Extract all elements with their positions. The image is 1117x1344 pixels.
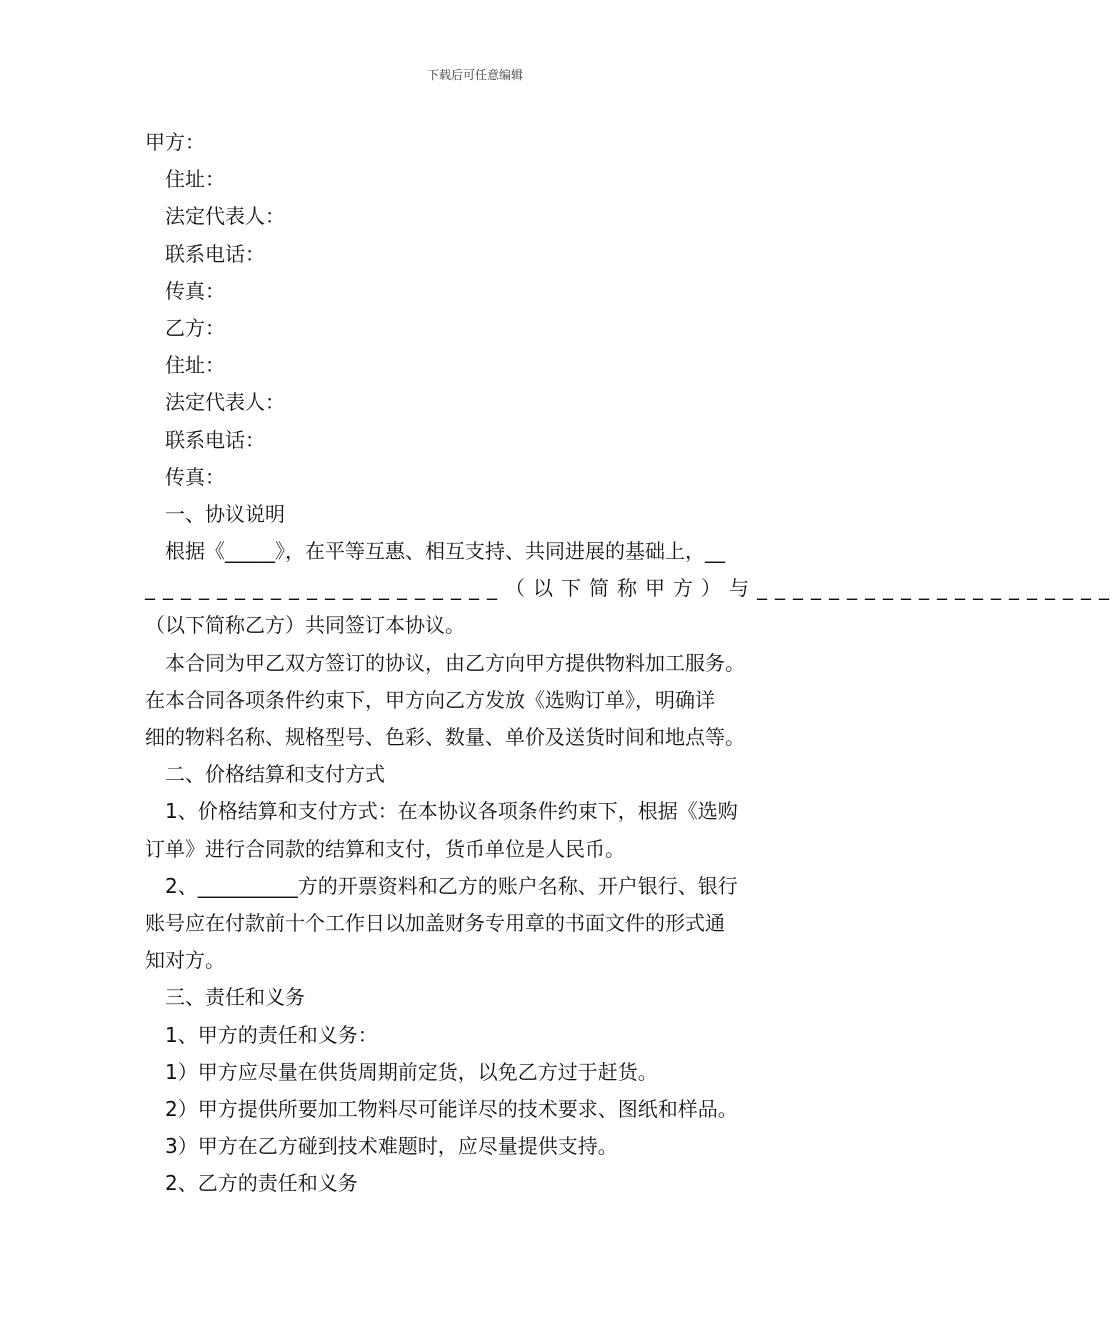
- page-header-note: 下载后可任意编辑: [426, 68, 523, 82]
- paragraph-line: （以下简称乙方）共同签订本协议。: [145, 613, 465, 638]
- party-a-address: 住址：: [165, 167, 225, 192]
- list-item: 1）甲方应尽量在供货周期前定货，以免乙方过于赶货。: [165, 1059, 658, 1084]
- party-a-fax: 传真：: [165, 278, 225, 303]
- paragraph-line: 1、价格结算和支付方式：在本协议各项条件约束下，根据《选购: [165, 799, 738, 824]
- section-2-heading: 二、价格结算和支付方式: [165, 762, 385, 787]
- paragraph-line: 细的物料名称、规格型号、色彩、数量、单价及送货时间和地点等。: [145, 725, 745, 749]
- paragraph-line: 根据《_____》，在平等互惠、相互支持、共同进展的基础上，__: [165, 539, 725, 564]
- section-1-heading: 一、协议说明: [165, 501, 285, 526]
- paragraph-line: 知对方。: [145, 948, 225, 973]
- party-b-fax: 传真：: [165, 464, 225, 489]
- paragraph-line: 本合同为甲乙双方签订的协议，由乙方向甲方提供物料加工服务。: [165, 650, 745, 675]
- party-b-address: 住址：: [165, 353, 225, 378]
- paragraph-line: 账号应在付款前十个工作日以加盖财务专用章的书面文件的形式通: [145, 910, 725, 935]
- list-item: 3）甲方在乙方碰到技术难题时，应尽量提供支持。: [165, 1134, 618, 1159]
- paragraph-line: 订单》进行合同款的结算和支付，货币单位是人民币。: [145, 836, 625, 861]
- party-a-label: 甲方：: [145, 130, 205, 154]
- party-b-phone: 联系电话：: [165, 427, 265, 452]
- subsection-heading: 2、乙方的责任和义务: [165, 1171, 358, 1196]
- party-a-phone: 联系电话：: [165, 241, 265, 266]
- paragraph-line: ____________________（以下简称甲方）与____________________: [145, 576, 1117, 601]
- subsection-heading: 1、甲方的责任和义务：: [165, 1022, 378, 1047]
- party-b-legal-rep: 法定代表人：: [165, 390, 285, 415]
- contract-body: [145, 124, 1117, 1202]
- list-item: 2）甲方提供所要加工物料尽可能详尽的技术要求、图纸和样品。: [165, 1096, 738, 1121]
- paragraph-line: 2、__________方的开票资料和乙方的账户名称、开户银行、银行: [165, 873, 738, 898]
- party-a-legal-rep: 法定代表人：: [165, 204, 285, 229]
- party-b-label: 乙方：: [165, 315, 225, 340]
- paragraph-line: 在本合同各项条件约束下，甲方向乙方发放《选购订单》，明确详: [145, 687, 715, 712]
- section-3-heading: 三、责任和义务: [165, 985, 305, 1010]
